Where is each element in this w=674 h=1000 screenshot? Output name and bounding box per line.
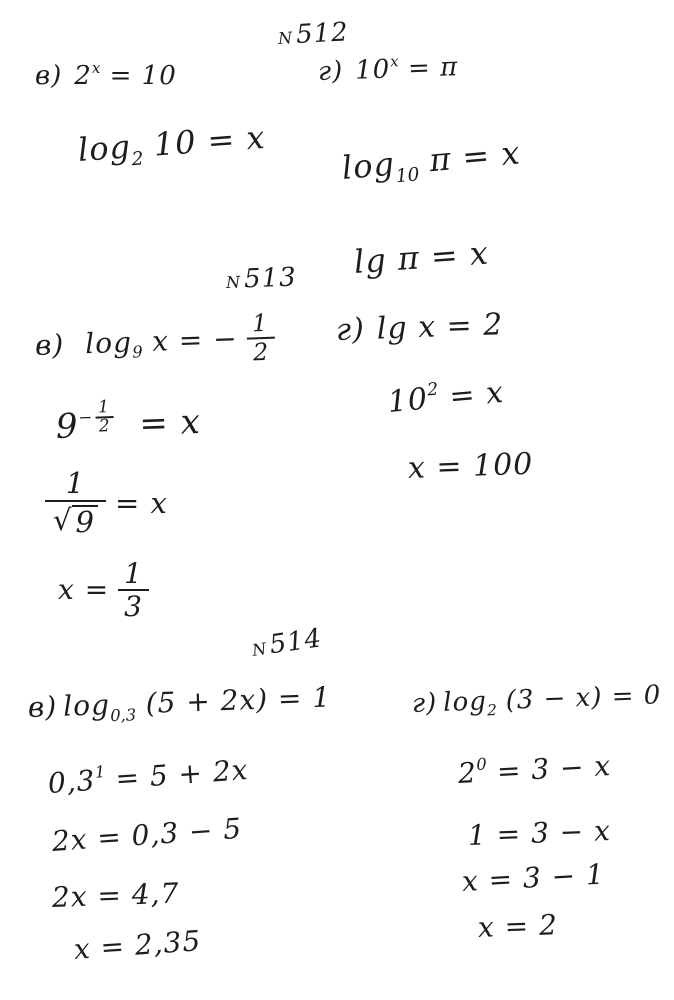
log-expr (84, 321, 239, 362)
log-fn: log (62, 688, 111, 723)
log-rest: 10 = x (152, 117, 267, 164)
log-base-subscript: 9 (131, 342, 143, 362)
right-side: = 5 + 2x (114, 753, 250, 796)
problem-514-number: 514 (267, 623, 325, 661)
eq-514v-step3 (51, 878, 179, 915)
right-side: = x (138, 401, 202, 445)
eq-514v-step2 (51, 813, 243, 858)
base: 0,3 (46, 763, 97, 800)
log-rest: (3 − x) = 0 (505, 680, 662, 716)
base: 2 (74, 61, 92, 91)
log-base-subscript: 0,3 (109, 705, 137, 725)
log-base-subscript: 10 (394, 164, 421, 188)
numerator: 1 (251, 308, 269, 338)
numerator: 1 (97, 396, 111, 418)
eq-513v-step1 (55, 396, 202, 453)
item-label-v: в) (34, 327, 65, 362)
eq-514g-given (411, 681, 661, 720)
eq-514g-step2 (467, 815, 611, 852)
exponent: x (389, 51, 399, 71)
right-side: = 3 − x (496, 748, 612, 788)
eq-513g-answer (407, 448, 534, 487)
log-rest: π = x (427, 133, 522, 180)
exponent: 1 (94, 761, 106, 782)
middle: x = − (151, 321, 239, 358)
eq-512v-given (35, 58, 177, 92)
log-base-subscript: 2 (486, 701, 498, 720)
denominator: 3 (118, 589, 149, 622)
number-sign: N (250, 638, 269, 660)
eq-514g-answer (477, 909, 558, 944)
eq-512g-step2 (353, 235, 490, 281)
eq-514g-step1 (457, 750, 612, 790)
fraction-one-over-sqrt9 (45, 468, 106, 539)
eq-514v-answer (73, 925, 202, 966)
denominator: 2 (247, 336, 276, 366)
eq-512g-step1 (340, 134, 522, 186)
exponent: x (91, 58, 101, 77)
log-fn: log (442, 686, 488, 718)
numerator: 1 (65, 466, 86, 500)
equation-text: 2x = 4,7 (51, 876, 180, 914)
item-label-v: в) (35, 61, 63, 91)
eq-513v-answer (58, 558, 149, 623)
log-fn: log (340, 144, 397, 187)
log-fn: log (84, 325, 133, 360)
fraction-one-half (246, 310, 276, 366)
minus-sign: − (77, 407, 94, 428)
equation-text: x = 2,35 (72, 924, 203, 966)
number-sign: N (277, 28, 294, 48)
eq-512g-given (317, 53, 458, 88)
radical-sign: √ (53, 502, 73, 537)
denominator-sqrt (45, 500, 106, 539)
eq-512v-step1 (77, 119, 267, 169)
exponent: 2 (426, 379, 440, 401)
problem-514-header (250, 624, 324, 663)
item-label-g: г) (335, 312, 366, 348)
log-fn: log (76, 127, 133, 169)
problem-512-number: 512 (295, 17, 350, 51)
eq-513v-step2 (45, 468, 168, 539)
equation-text: x = 2 (477, 908, 559, 944)
number-sign: N (225, 272, 242, 292)
equation-text: 2x = 0,3 − 5 (50, 811, 244, 858)
fraction-one-third (118, 558, 149, 623)
base: 9 (55, 406, 80, 447)
radicand: 9 (72, 505, 97, 539)
log-rest: (5 + 2x) = 1 (145, 680, 332, 720)
denominator: 2 (95, 416, 114, 436)
exponent-fraction (95, 396, 114, 437)
eq-513v-given (34, 310, 276, 374)
right-side: = x (447, 374, 506, 415)
problem-512-header (277, 18, 349, 52)
base: 10 (386, 381, 430, 420)
equation-text: x = 3 − 1 (461, 857, 606, 898)
eq-513g-given (335, 308, 504, 348)
base: 2 (457, 756, 478, 790)
item-label-g: г) (317, 56, 344, 87)
equation-text: x = 100 (407, 446, 534, 486)
base: 10 (354, 54, 391, 86)
item-label-v: в) (27, 689, 58, 724)
right-side: = 10 (109, 61, 177, 91)
equation-text: 1 = 3 − x (467, 814, 612, 852)
eq-514g-step3 (461, 859, 605, 899)
equation-text: lg x = 2 (376, 307, 504, 347)
eq-514v-given (27, 681, 331, 724)
problem-513-header (225, 264, 297, 296)
left-side: x = (58, 573, 110, 607)
eq-513g-step1 (386, 376, 505, 421)
item-label-g: г) (411, 688, 438, 719)
log-base-subscript: 2 (131, 148, 145, 171)
numerator: 1 (124, 557, 143, 590)
right-side: = x (114, 485, 168, 520)
exponent: 0 (475, 754, 488, 774)
problem-513-number: 513 (243, 262, 298, 295)
exponent-negative-half (77, 396, 114, 438)
equation-text: lg π = x (352, 233, 491, 281)
right-side: = π (407, 52, 459, 84)
eq-514v-step1 (47, 754, 250, 800)
